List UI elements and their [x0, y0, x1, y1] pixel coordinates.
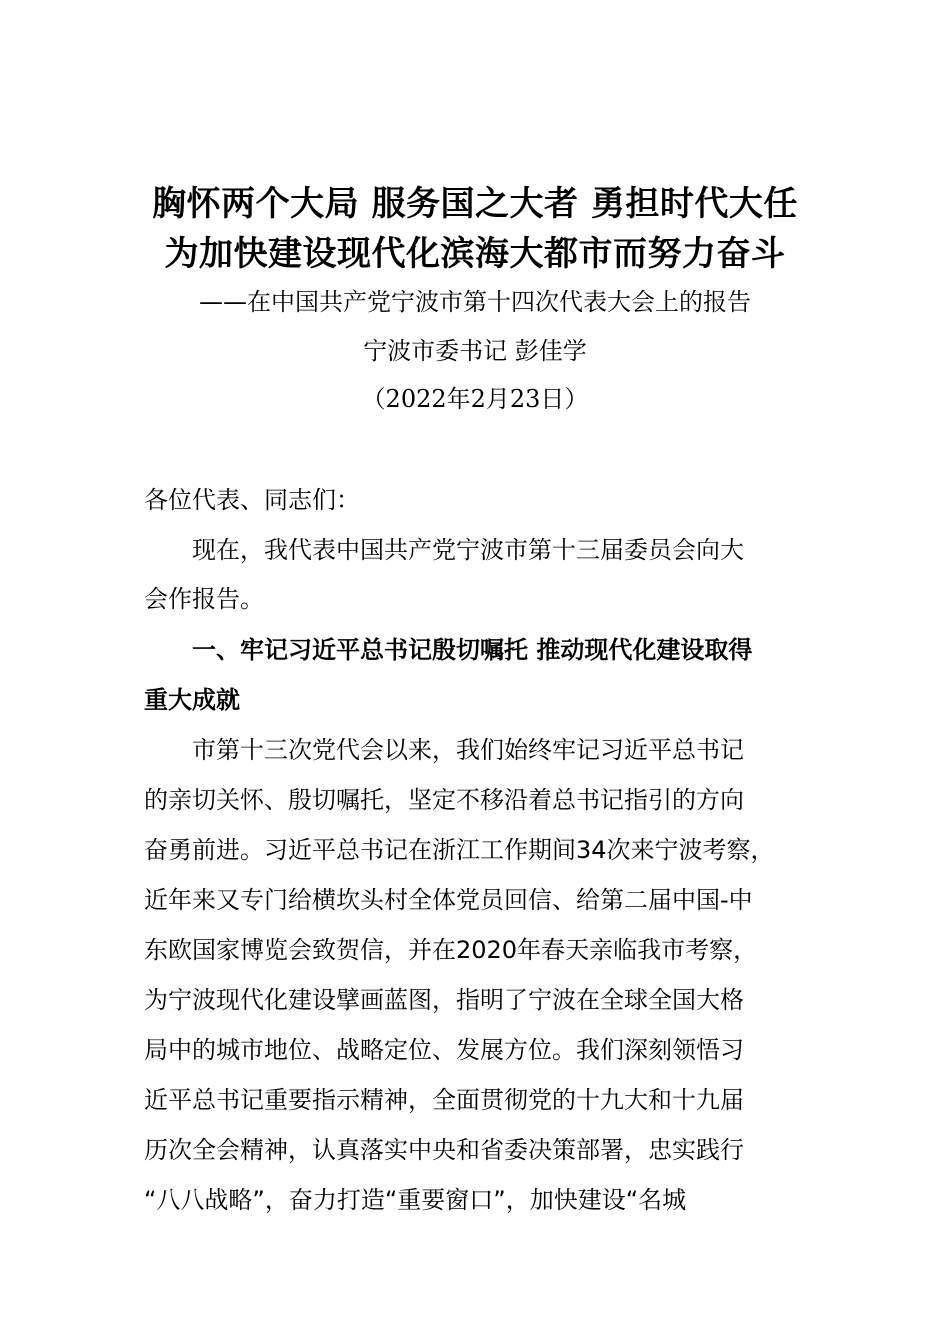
title-line-1: 胸怀两个大局 服务国之大者 勇担时代大任 [152, 184, 798, 224]
intro-line: 现在，我代表中国共产党宁波市第十三届委员会向大 [192, 536, 744, 564]
paragraph-line: 历次全会精神，认真落实中央和省委决策部署，忠实践行 [144, 1136, 744, 1164]
section-heading-line: 一、牢记习近平总书记殷切嘱托 推动现代化建设取得 [192, 636, 753, 664]
section-heading-line: 重大成就 [144, 686, 240, 714]
paragraph-line: 的亲切关怀、殷切嘱托，坚定不移沿着总书记指引的方向 [144, 786, 744, 814]
paragraph-line: 局中的城市地位、战略定位、发展方位。我们深刻领悟习 [144, 1036, 744, 1064]
report-date: （2022年2月23日） [361, 385, 589, 413]
salutation: 各位代表、同志们： [144, 486, 360, 514]
paragraph-line: 为宁波现代化建设擘画蓝图，指明了宁波在全球全国大格 [144, 986, 744, 1014]
author: 宁波市委书记 彭佳学 [363, 337, 587, 365]
paragraph-line: “八八战略”，奋力打造“重要窗口”，加快建设“名城 [144, 1186, 687, 1214]
paragraph-line: 东欧国家博览会致贺信，并在2020年春天亲临我市考察， [144, 936, 758, 964]
intro-line: 会作报告。 [144, 585, 264, 613]
paragraph-line: 奋勇前进。习近平总书记在浙江工作期间34次来宁波考察， [144, 836, 775, 864]
paragraph-line: 近年来又专门给横坎头村全体党员回信、给第二届中国-中 [144, 886, 753, 914]
subtitle: ——在中国共产党宁波市第十四次代表大会上的报告 [199, 288, 751, 316]
title-line-2: 为加快建设现代化滨海大都市而努力奋斗 [164, 234, 786, 274]
paragraph-line: 市第十三次党代会以来，我们始终牢记习近平总书记 [192, 736, 744, 764]
paragraph-line: 近平总书记重要指示精神，全面贯彻党的十九大和十九届 [144, 1086, 744, 1114]
